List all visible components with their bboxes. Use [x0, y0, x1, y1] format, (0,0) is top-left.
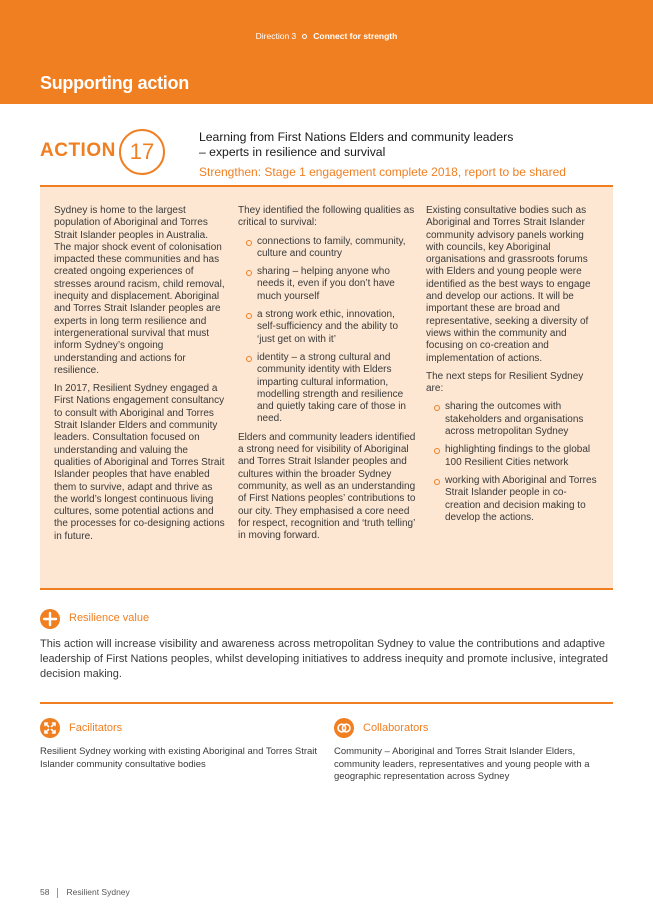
action-detail-panel	[40, 185, 613, 590]
page-title: Supporting action	[40, 73, 189, 93]
resilience-value-title: Resilience value	[69, 612, 150, 624]
paragraph: They identified the following qualities as critical to survival:	[238, 205, 415, 229]
facilitators-title: Facilitators	[69, 722, 123, 734]
linked-rings-icon	[334, 718, 354, 738]
publication-name: Resilient Sydney	[66, 887, 130, 897]
expand-arrows-icon	[40, 718, 60, 738]
action-status: Strengthen: Stage 1 engagement complete 2018, report to be shared	[199, 165, 566, 179]
panel-column-2	[238, 205, 416, 548]
plus-icon	[40, 609, 60, 629]
list-item: identity – a strong cultural and community identity with Elders imparting cultural information, modelling strength and resilience and quietly taking care of those in need.	[238, 352, 416, 426]
resilience-value-text: This action will increase visibility and awareness across metropolitan Sydney to value the contributions and adaptive leadership of First Nations peoples, whilst developing initiatives to address inequity and promote inclusive, integrated decision making.	[40, 638, 609, 680]
paragraph: Sydney is home to the largest population of Aboriginal and Torres Strait Islander peoples in Australia. The major shock event of colonisation impacted these communities and has created ongoing experiences of stresses around racism, child removal, inequity and displacement. Aboriginal and Torres Strait Islander peoples are experts in long term resilience and intergenerational survival that must inform Sydney’s ongoing understanding and actions for resilience.	[54, 205, 225, 376]
next-steps-list	[426, 401, 602, 524]
list-item: working with Aboriginal and Torres Strait Islander people in co-creation and decision making to develop the actions.	[426, 475, 602, 524]
action-label: ACTION	[40, 140, 116, 161]
list-item: highlighting findings to the global 100 Resilient Cities network	[426, 444, 602, 469]
footer-divider	[57, 888, 58, 898]
paragraph: Elders and community leaders identified a strong need for visibility of Aboriginal and Torres Strait Islander peoples and cultures within the broader Sydney community, as well as an understanding of First Nations peoples’ contributions to our city. They emphasised a core need for respect, recognition and ‘truth telling’ in moving forward.	[238, 431, 416, 542]
header-banner	[0, 0, 653, 104]
breadcrumb-separator-icon	[302, 34, 307, 39]
facilitators-text: Resilient Sydney working with existing Aboriginal and Torres Strait Islander community consultative bodies	[40, 746, 318, 770]
action-number-badge: 17	[119, 129, 165, 175]
collaborators-text: Community – Aboriginal and Torres Strait Islander Elders, community leaders, representatives and young people with a geographic representation across Sydney	[334, 746, 590, 782]
panel-column-1	[54, 205, 226, 549]
breadcrumb-direction: Direction 3	[255, 31, 297, 41]
page-footer	[40, 887, 130, 898]
list-item: connections to family, community, culture and country	[238, 236, 416, 261]
list-item: a strong work ethic, innovation, self-sufficiency and the ability to ‘just get on with it’	[238, 309, 416, 346]
paragraph: Existing consultative bodies such as Aboriginal and Torres Strait Islander community advisory panels working with councils, key Aboriginal organisations and grassroots forums with Elders and young people were identified as the best ways to engage and develop our actions. It will be important these are broad and representative, seeking a diversity of views within the community and focusing on co-creation and implementation of actions.	[426, 205, 591, 364]
paragraph: The next steps for Resilient Sydney are:	[426, 370, 584, 395]
breadcrumb	[0, 31, 653, 41]
qualities-list	[238, 236, 416, 426]
paragraph: In 2017, Resilient Sydney engaged a First Nations engagement consultancy to consult with Aboriginal and Torres Strait Islander Elders and community leaders. Consultation focused on understanding and valuing the qualities of Aboriginal and Torres Strait Islander peoples that have enabled them to survive, adapt and thrive as the world’s longest continuous living cultures, some potential actions and the processes for co-designing actions in future.	[54, 383, 225, 542]
collaborators-title: Collaborators	[363, 722, 429, 734]
page-number: 58	[40, 887, 50, 897]
breadcrumb-section: Connect for strength	[313, 31, 398, 41]
action-title: Learning from First Nations Elders and community leaders – experts in resilience and survival	[199, 130, 514, 159]
divider	[40, 702, 613, 704]
list-item: sharing – helping anyone who needs it, even if you don’t have much yourself	[238, 266, 416, 303]
panel-column-3	[426, 205, 602, 530]
list-item: sharing the outcomes with stakeholders and organisations across metropolitan Sydney	[426, 401, 602, 438]
